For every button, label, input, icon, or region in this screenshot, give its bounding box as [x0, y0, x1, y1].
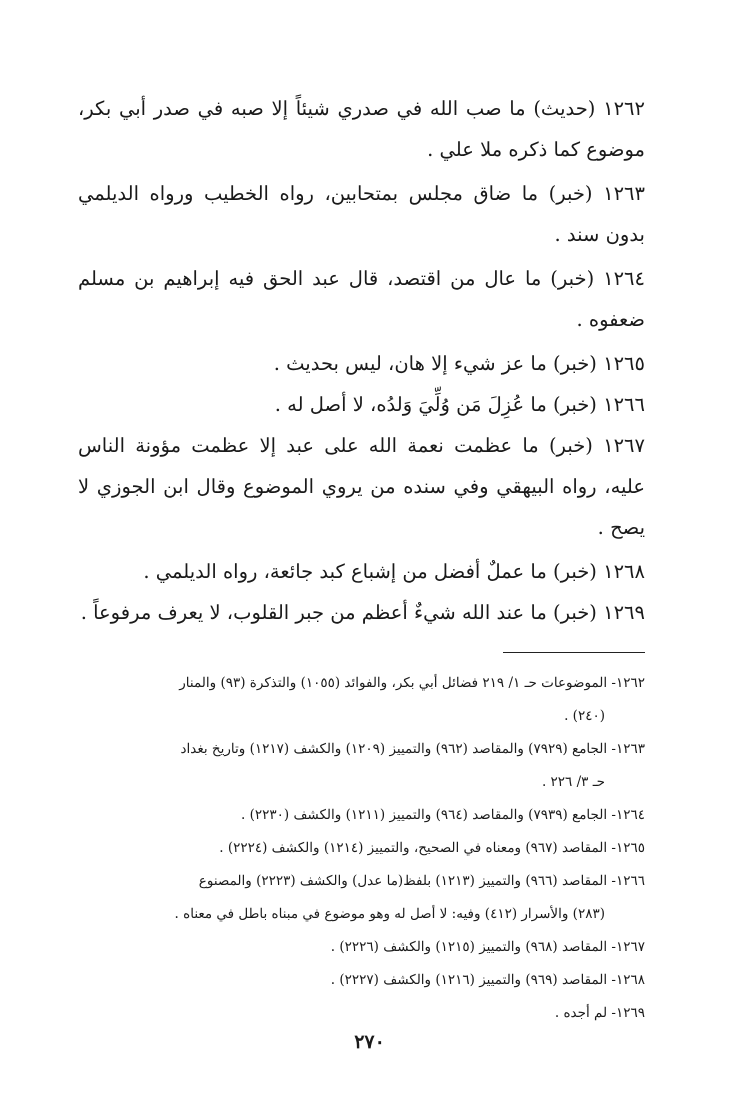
entry-1263: ١٢٦٣ (خبر) ما ضاق مجلس بمتحابين، رواه الخطيب ورواه الديلمي بدون سند . [78, 182, 645, 246]
footnote-continuation: (٢٨٣) والأسرار (٤١٢) وفيه: لا أصل له وهو موضوع في مبناه باطل في معناه . [174, 906, 605, 922]
footnote-divider [503, 652, 645, 653]
entry-1265: ١٢٦٥ (خبر) ما عز شيء إلا هان، ليس بحديث . [273, 352, 645, 375]
entry-1266: ١٢٦٦ (خبر) ما عُزِلَ مَن وُلِّيَ وَلدُه، لا أصل له . [274, 393, 645, 416]
footnote-1266 [78, 865, 645, 931]
footnote-line: ١٢٦٢- الموضوعات حـ ١/ ٢١٩ فضائل أبي بكر، والفوائد (١٠٥٥) والتذكرة (٩٣) والمنار [179, 675, 645, 691]
footnote-1265 [78, 832, 645, 865]
main-text [78, 88, 645, 633]
footnote-1269 [78, 997, 645, 1030]
footnote-line: ١٢٦٦- المقاصد (٩٦٦) والتمييز (١٢١٣) بلفظ(ما عدل) والكشف (٢٢٢٣) والمصنوع [198, 873, 645, 889]
footnotes [78, 667, 645, 1030]
entry-1269: ١٢٦٩ (خبر) ما عند الله شيءٌ أعظم من جبر القلوب، لا يعرف مرفوعاً . [80, 601, 645, 624]
footnote-line: ١٢٦٨- المقاصد (٩٦٩) والتمييز (١٢١٦) والكشف (٢٢٢٧) . [330, 972, 645, 988]
document-page [78, 88, 645, 1058]
footnote-1262 [78, 667, 645, 733]
footnote-continuation: (٢٤٠) . [564, 708, 605, 724]
footnote-1264 [78, 799, 645, 832]
entry-1268: ١٢٦٨ (خبر) ما عملٌ أفضل من إشباع كبد جائعة، رواه الديلمي . [143, 560, 645, 583]
footnote-line: ١٢٦٥- المقاصد (٩٦٧) ومعناه في الصحيح، والتمييز (١٢١٤) والكشف (٢٢٢٤) . [219, 840, 645, 856]
entry-1262: ١٢٦٢ (حديث) ما صب الله في صدري شيئاً إلا صبه في صدر أبي بكر، موضوع كما ذكره ملا علي . [78, 97, 645, 161]
footnote-line: ١٢٦٤- الجامع (٧٩٣٩) والمقاصد (٩٦٤) والتمييز (١٢١١) والكشف (٢٢٣٠) . [241, 807, 645, 823]
footnote-1263 [78, 733, 645, 799]
entry-1264: ١٢٦٤ (خبر) ما عال من اقتصد، قال عبد الحق فيه إبراهيم بن مسلم ضعفوه . [78, 267, 645, 331]
footnote-line: ١٢٦٣- الجامع (٧٩٢٩) والمقاصد (٩٦٢) والتمييز (١٢٠٩) والكشف (١٢١٧) وتاريخ بغداد [180, 741, 645, 757]
page-number: ٢٧٠ [354, 1031, 385, 1053]
footnote-1267 [78, 931, 645, 964]
footnote-1268 [78, 964, 645, 997]
footnote-line: ١٢٦٧- المقاصد (٩٦٨) والتمييز (١٢١٥) والكشف (٢٢٢٦) . [330, 939, 645, 955]
entry-1267: ١٢٦٧ (خبر) ما عظمت نعمة الله على عبد إلا عظمت مؤونة الناس عليه، رواه البيهقي وفي سنده من يروي الموضوع وقال ابن الجوزي لا يصح . [78, 434, 645, 539]
footnote-continuation: حـ ٣/ ٢٢٦ . [541, 774, 605, 790]
footnote-line: ١٢٦٩- لم أجده . [554, 1005, 645, 1021]
